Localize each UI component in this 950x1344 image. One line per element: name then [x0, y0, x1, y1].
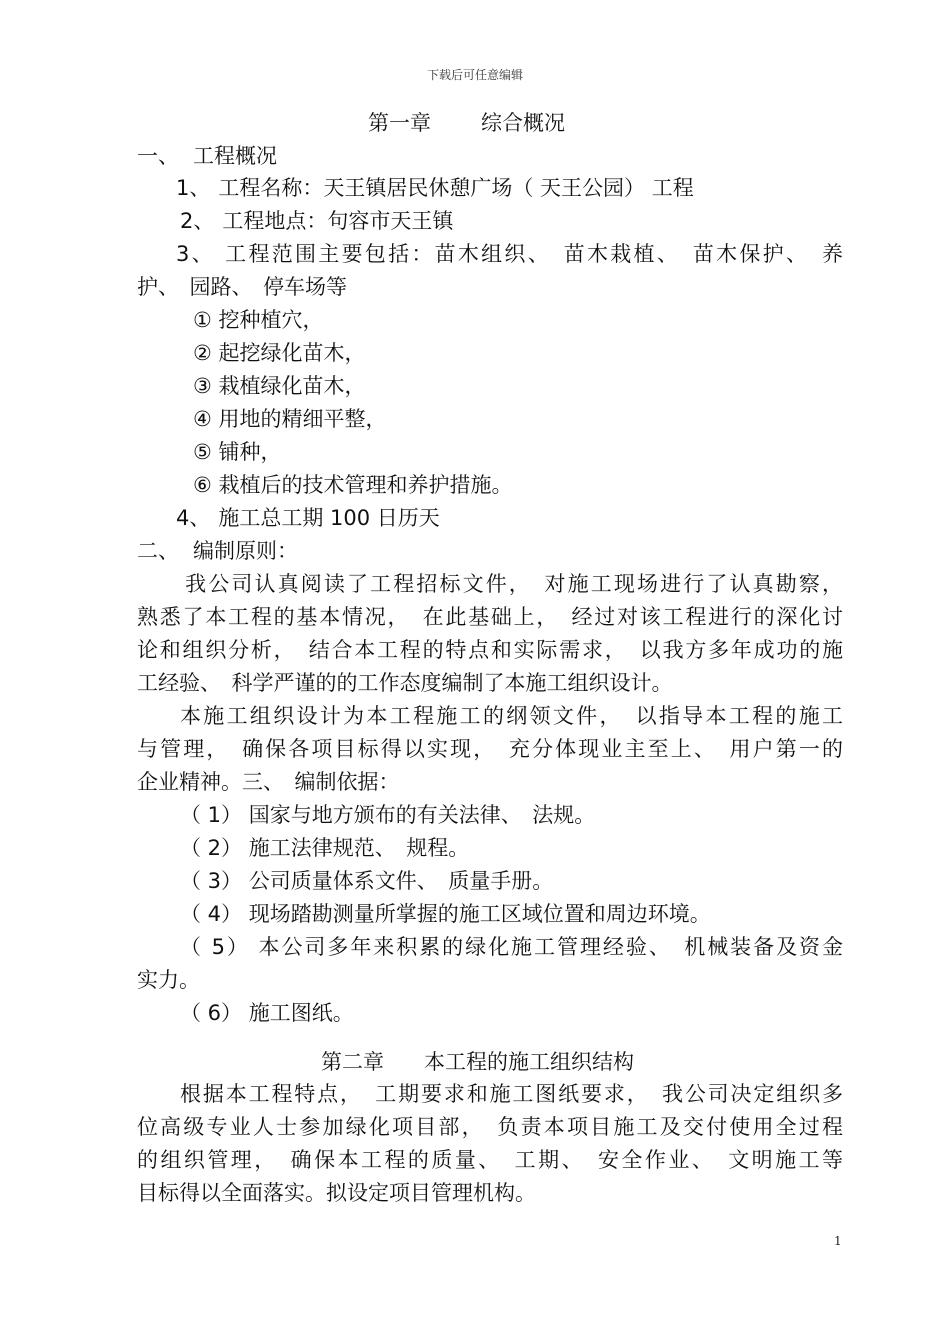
basis-item: （ 5） 本公司多年来积累的绿化施工管理经验、 机械装备及资金: [180, 935, 843, 959]
section-2-title: 编制原则：: [193, 539, 298, 563]
scope-item: ① 挖种植穴，: [193, 308, 324, 332]
section-2-heading: [137, 535, 298, 568]
chapter-2-number: 第二章: [321, 1050, 384, 1074]
item-1-number: 1、: [176, 176, 211, 200]
scope-item: ③ 栽植绿化苗木，: [193, 374, 366, 398]
chapter-2-para-line: 的组织管理， 确保本工程的质量、 工期、 安全作业、 文明施工等: [137, 1148, 843, 1172]
item-1-text: 工程名称：天王镇居民休憩广场（ 天王公园） 工程: [218, 176, 694, 200]
para-1-line: 论和组织分析， 结合本工程的特点和实际需求， 以我方多年成功的施: [137, 638, 843, 662]
chapter-2-para-line: 目标得以全面落实。拟设定项目管理机构。: [137, 1181, 536, 1205]
item-3-number: 3、: [176, 242, 215, 266]
para-2-line: 与管理， 确保各项目标得以实现， 充分体现业主至上、 用户第一的: [137, 737, 843, 761]
para-1-line: 我公司认真阅读了工程招标文件， 对施工现场进行了认真勘察，: [162, 572, 843, 596]
item-3-line-2: 护、 园路、 停车场等: [137, 275, 347, 299]
section-1-title: 工程概况: [193, 144, 277, 168]
item-3-text: 工程范围主要包括：苗木组织、 苗木栽植、 苗木保护、 养: [222, 242, 843, 266]
chapter-2-para-line: 根据本工程特点， 工期要求和施工图纸要求， 我公司决定组织多: [180, 1082, 843, 1106]
scope-item: ② 起挖绿化苗木，: [193, 341, 366, 365]
item-4: [176, 502, 440, 535]
para-1-line: 工经验、 科学严谨的的工作态度编制了本施工组织设计。: [137, 671, 673, 695]
section-1-heading: [137, 140, 277, 173]
basis-item: （ 6） 施工图纸。: [180, 1001, 354, 1025]
item-3-line-1: [176, 238, 843, 271]
basis-item: （ 3） 公司质量体系文件、 质量手册。: [180, 869, 554, 893]
chapter-2-title: 本工程的施工组织结构: [424, 1050, 634, 1074]
scope-item: ⑤ 铺种，: [193, 440, 282, 464]
basis-item: （ 2） 施工法律规范、 规程。: [180, 836, 470, 860]
page-number: 1: [834, 1234, 842, 1248]
para-1-line: 熟悉了本工程的基本情况， 在此基础上， 经过对该工程进行的深化讨: [137, 605, 843, 629]
section-2-number: 二、: [137, 539, 179, 563]
para-2-line: 企业精神。三、 编制依据：: [137, 770, 400, 794]
item-1: [176, 172, 694, 205]
chapter-1-title: 综合概况: [481, 111, 565, 135]
header-note: 下载后可任意编辑: [426, 68, 523, 82]
chapter-2-para-line: 位高级专业人士参加绿化项目部， 负责本项目施工及交付使用全过程: [137, 1115, 843, 1139]
item-4-text: 施工总工期 100 日历天: [218, 506, 440, 530]
scope-item: ④ 用地的精细平整，: [193, 407, 387, 431]
item-2-text: 工程地点：句容市天王镇: [222, 209, 454, 233]
para-2-line: 本施工组织设计为本工程施工的纲领文件， 以指导本工程的施工: [180, 704, 843, 728]
basis-item: （ 1） 国家与地方颁布的有关法律、 法规。: [180, 803, 596, 827]
chapter-1-heading: [368, 107, 565, 140]
chapter-1-number: 第一章: [368, 111, 431, 135]
item-2-number: 2、: [180, 209, 215, 233]
item-4-number: 4、: [176, 506, 211, 530]
basis-item: （ 4） 现场踏勘测量所掌握的施工区域位置和周边环境。: [180, 902, 711, 926]
chapter-2-heading: [321, 1046, 634, 1079]
item-2: [180, 205, 453, 238]
scope-item: ⑥ 栽植后的技术管理和养护措施。: [193, 473, 513, 497]
basis-item-continued: 实力。: [137, 968, 200, 992]
section-1-number: 一、: [137, 144, 179, 168]
